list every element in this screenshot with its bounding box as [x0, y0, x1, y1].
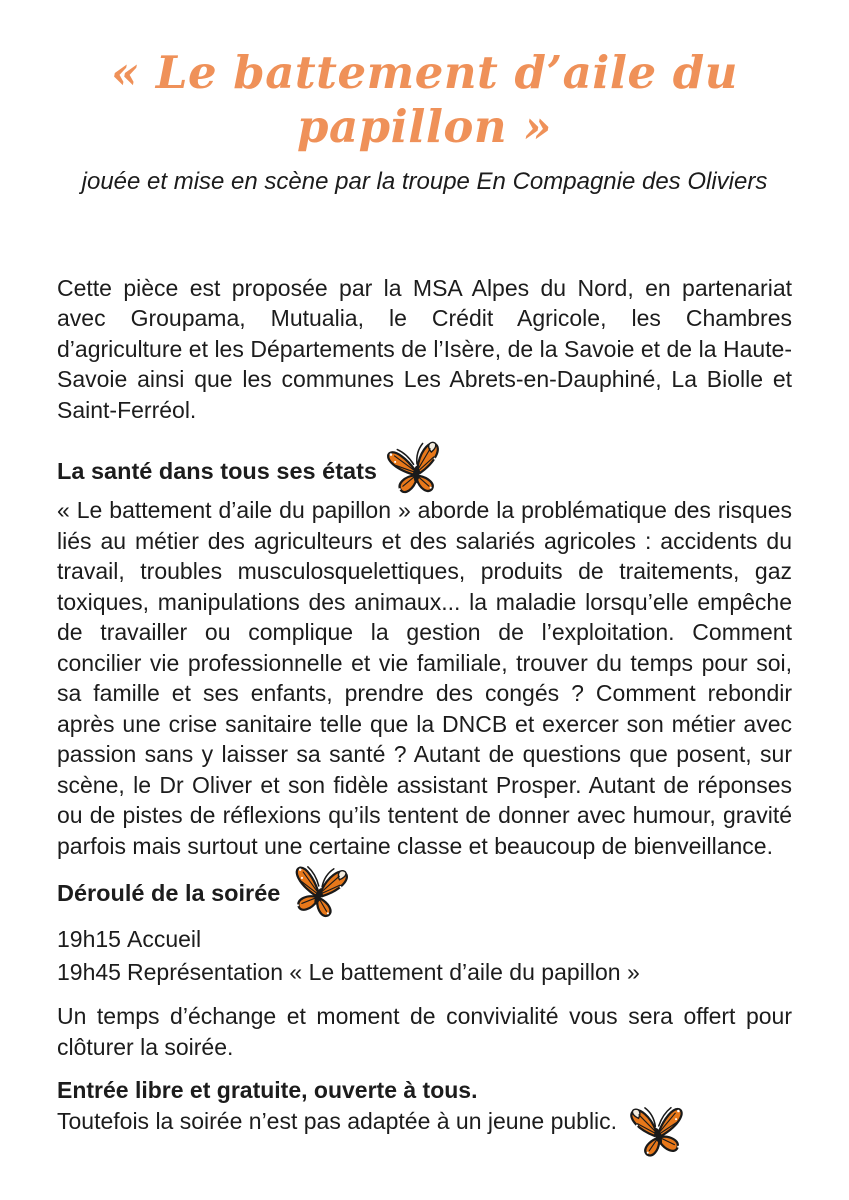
section-health-heading-row — [57, 447, 792, 495]
page-title: « Le battement d’aile du papillon » — [111, 46, 738, 153]
schedule-list — [57, 923, 792, 989]
section-health-heading: La santé dans tous ses états — [57, 457, 377, 484]
butterfly-icon — [382, 437, 450, 505]
intro-paragraph: Cette pièce est proposée par la MSA Alpes du Nord, en partenariat avec Groupama, Mutualia, le Crédit Agricole, les Chambres d’agriculture et les Départements de l’Isère, de la Savoie et de la Haute-Savoie ainsi que les communes Les Abrets-en-Dauphiné, La Biolle et Saint-Ferréol. — [57, 274, 792, 423]
section-schedule-heading: Déroulé de la soirée — [57, 879, 281, 906]
page-subtitle: jouée et mise en scène par la troupe En Compagnie des Oliviers — [81, 168, 768, 195]
schedule-time: 19h15 — [57, 926, 121, 953]
closing-paragraph: Un temps d’échange et moment de convivialité vous sera offert pour clôturer la soirée. — [57, 1003, 792, 1060]
butterfly-icon — [623, 1098, 693, 1168]
schedule-label: Accueil — [127, 926, 202, 953]
schedule-item — [57, 923, 792, 956]
entry-note: Toutefois la soirée n’est pas adaptée à un jeune public. — [57, 1108, 618, 1135]
schedule-time: 19h45 — [57, 959, 121, 986]
section-schedule-heading-row — [57, 869, 792, 917]
entry-headline: Entrée libre et gratuite, ouverte à tous. — [57, 1077, 478, 1104]
entry-note-row — [57, 1106, 792, 1164]
butterfly-icon — [283, 857, 357, 931]
health-paragraph: « Le battement d’aile du papillon » aborde la problématique des risques liés au métier des agriculteurs et des salariés agricoles : accidents du travail, troubles musculosquelettiques, produits de traitements, gaz toxiques, manipulations des animaux... la maladie lorsqu’elle empêche de travailler ou complique la gestion de l’exploitation. Comment concilier vie professionnelle et vie familiale, trouver du temps pour soi, sa famille et ses enfants, prendre des congés ? Comment rebondir après une crise sanitaire telle que la DNCB et exercer son métier avec passion sans y laisser sa santé ? Autant de questions que posent, sur scène, le Dr Oliver et son fidèle assistant Prosper. Autant de réponses ou de pistes de réflexions qu’ils tentent de donner avec humour, gravité parfois mais surtout une certaine classe et beaucoup de bienveillance. — [57, 497, 792, 859]
schedule-item — [57, 956, 792, 989]
schedule-label: Représentation « Le battement d’aile du papillon » — [127, 959, 640, 986]
